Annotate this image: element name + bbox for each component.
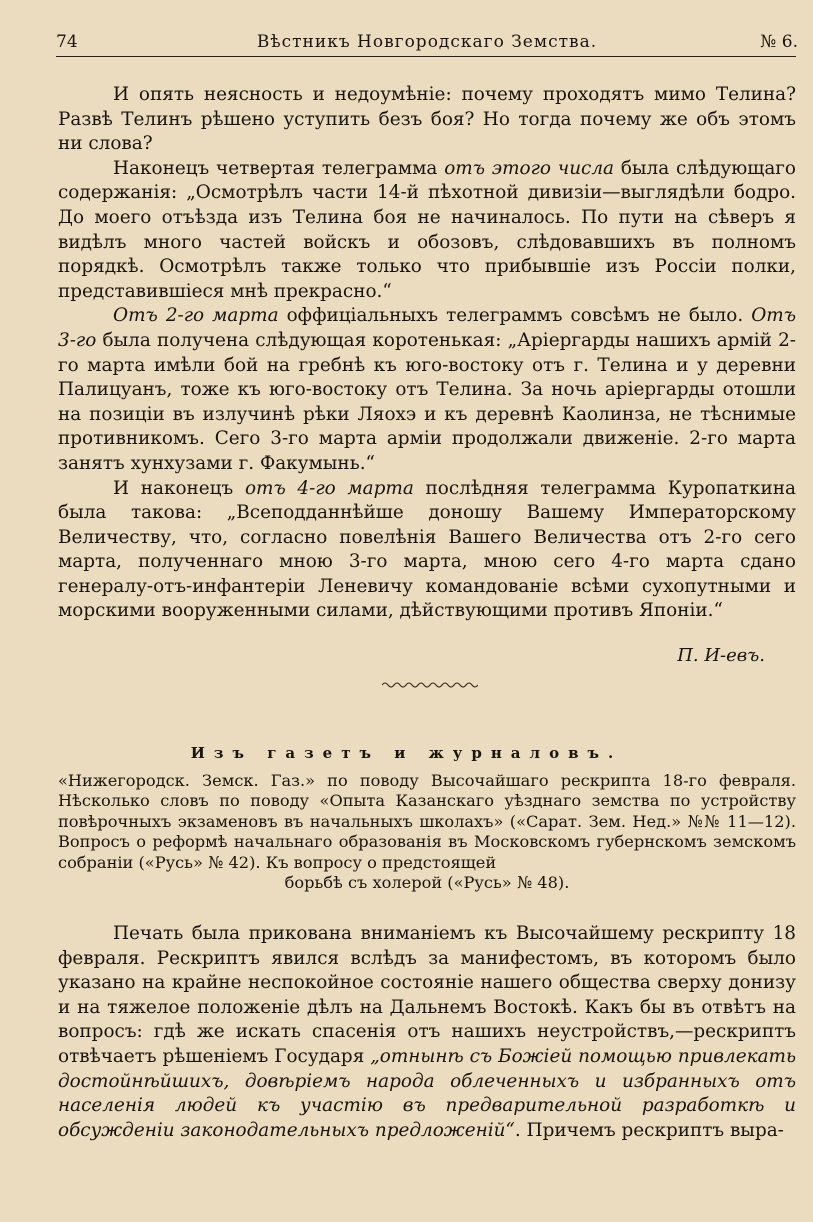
paragraph: И наконецъ отъ 4-го марта послѣдняя телеграмма Куропаткина была такова: „Всеподданнѣйше доношу Вашему Императорскому Величеству, что, согласно повелѣнія Вашего Величества отъ 2-го сего марта, полученнаго мною 3-го марта, мною сего 4-го марта сдано генералу-отъ-инфантеріи Леневичу командованіе всѣми сухопутными и морскими вооруженными силами, дѣйствующими противъ Японіи.“ xyxy=(58,477,796,622)
section-contents xyxy=(58,771,796,893)
issue-number: № 6. xyxy=(760,32,798,52)
emphasis: отъ 4-го марта xyxy=(244,477,414,499)
paragraph: Наконецъ четвертая телеграмма отъ этого числа была слѣдующаго содержанія: „Осмотрѣлъ части 14-й пѣхотной дивизіи—выглядѣли бодро. До моего отъѣзда изъ Телина боя не начиналось. По пути на сѣверъ я видѣлъ много частей войскъ и обозовъ, слѣдовавшихъ въ полномъ порядкѣ. Осмотрѣлъ также только что прибывшіе изъ Россіи полки, представившіеся мнѣ прекрасно.“ xyxy=(58,157,797,302)
article-rescript xyxy=(58,922,796,1143)
header-rule xyxy=(56,56,796,57)
paragraph: Отъ 2-го марта оффиціальныхъ телеграммъ совсѣмъ не было. Отъ 3-го была получена слѣдующая коротенькая: „Аріергарды нашихъ армій 2-го марта имѣли бой на гребнѣ къ юго-востоку отъ г. Телина и у деревни Палицуанъ, тоже къ юго-востоку отъ Телина. За ночь аріергарды отошли на позиціи въ излучинѣ рѣки Ляохэ и къ деревнѣ Каолинза, не тѣснимые противникомъ. Сего 3-го марта арміи продолжали движеніе. 2-го марта занятъ хунхузами г. Факумынь.“ xyxy=(58,305,796,474)
page-number: 74 xyxy=(56,32,78,52)
paragraph: Печать была прикована вниманіемъ къ Высочайшему рескрипту 18 февраля. Рескриптъ явился вслѣдъ за манифестомъ, въ которомъ было указано на крайне неспокойное состояніе нашего общества сверху донизу и на тяжелое положеніе дѣлъ на Дальнемъ Востокѣ. Какъ бы въ отвѣтъ на вопросъ: гдѣ же искать спасенія отъ нашихъ неустройствъ,—рескриптъ отвѣчаетъ рѣшеніемъ Государя „отнынѣ съ Божіей помощью привлекать достойнѣйшихъ, довѣріемъ народа облеченныхъ и избранныхъ отъ населенія людей къ участію въ предварительной разработкѣ и обсужденіи законодательныхъ предложеній“. Причемъ рескриптъ выра- xyxy=(58,923,796,1141)
wavy-divider-icon xyxy=(382,680,478,690)
section-heading: Изъ газетъ и журналовъ. xyxy=(190,744,623,762)
running-header xyxy=(56,30,798,56)
emphasis: отъ этого числа xyxy=(444,157,615,179)
emphasis: Отъ 3-го xyxy=(58,305,796,351)
paragraph: И опять неясность и недоумѣніе: почему проходятъ мимо Телина? Развѣ Телинъ рѣшено уступить безъ боя? Но тогда почему же объ этомъ ни слова? xyxy=(58,84,796,155)
article-telegrams xyxy=(58,83,796,624)
contents-text: «Нижегородск. Земск. Газ.» по поводу Высочайшаго рескрипта 18-го февраля. Нѣсколько словъ по поводу «Опыта Казанскаго уѣзднаго земства по устройству повѣрочныхъ экзаменовъ въ начальныхъ школахъ» («Сарат. Зем. Нед.» №№ 11—12). Вопросъ о реформѣ начальнаго образованія въ Московскомъ губернскомъ земскомъ собраніи («Русь» № 42). Къ вопросу о предстоящей xyxy=(58,771,796,872)
emphasis-quote: „отнынѣ съ Божіей помощью привлекать достойнѣйшихъ, довѣріемъ народа облеченныхъ и избранныхъ отъ населенія людей къ участію въ предварительной разработкѣ и обсужденіи законодательныхъ предложеній“ xyxy=(58,1045,796,1141)
journal-title: Вѣстникъ Новгородскаго Земства. xyxy=(256,32,598,52)
contents-text-last: борьбѣ съ холерой («Русь» № 48). xyxy=(284,873,570,893)
emphasis: Отъ 2-го марта xyxy=(113,305,279,327)
author-signature: П. И-евъ. xyxy=(677,645,765,666)
